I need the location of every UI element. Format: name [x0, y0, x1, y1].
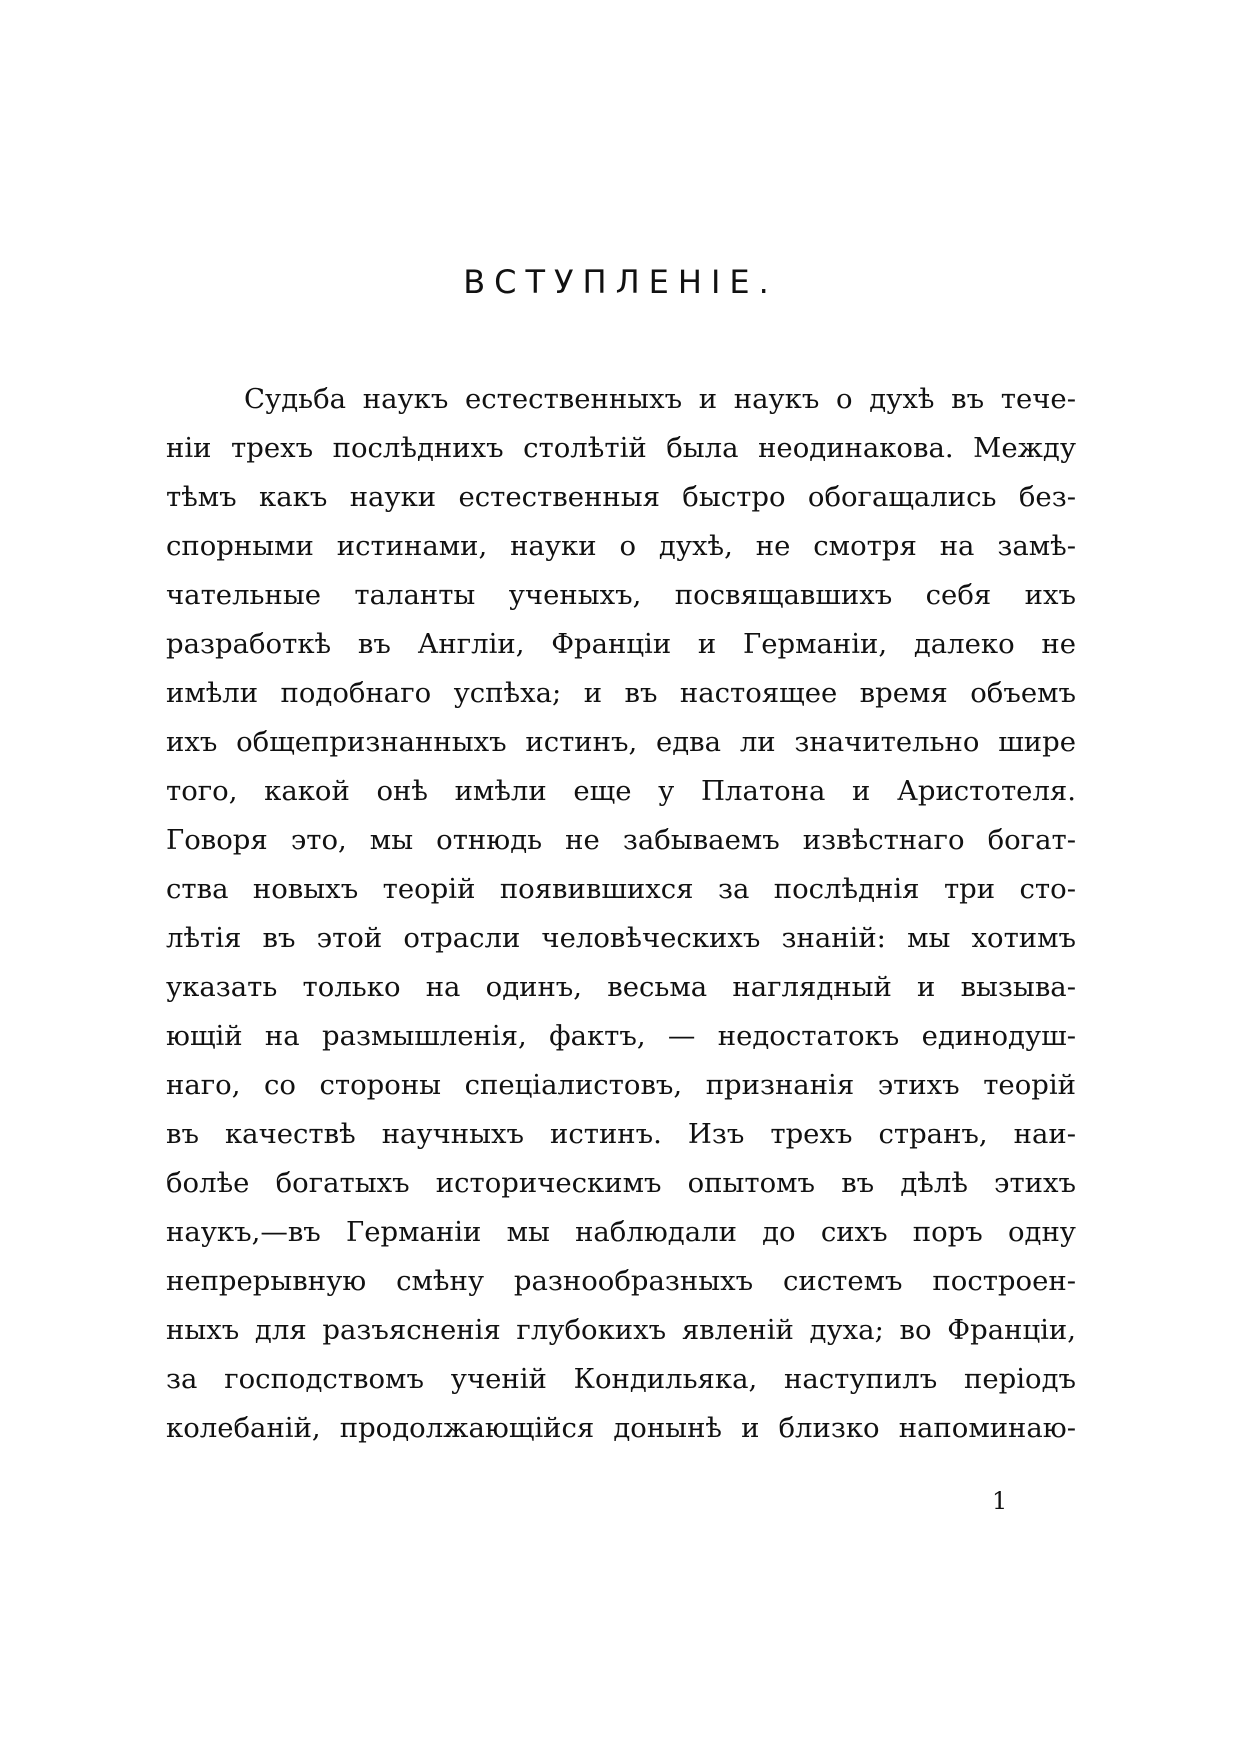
- text-line: за господствомъ ученій Кондильяка, наступилъ періодъ: [166, 1363, 1076, 1395]
- text-line: ихъ общепризнанныхъ истинъ, едва ли значительно шире: [166, 726, 1076, 758]
- text-line: ніи трехъ послѣднихъ столѣтій была неодинакова. Между: [166, 432, 1076, 464]
- text-line: ныхъ для разъясненія глубокихъ явленій духа; во Франціи,: [166, 1314, 1076, 1346]
- chapter-heading: ВСТУПЛЕНІЕ.: [463, 263, 778, 301]
- text-line: разработкѣ въ Англіи, Франціи и Германіи, далеко не: [166, 628, 1076, 660]
- text-line: ства новыхъ теорій появившихся за послѣднія три сто-: [166, 873, 1076, 905]
- text-line: колебаній, продолжающійся донынѣ и близко напоминаю-: [166, 1412, 1076, 1444]
- text-line: лѣтія въ этой отрасли человѣческихъ знаній: мы хотимъ: [166, 922, 1076, 954]
- text-line: имѣли подобнаго успѣха; и въ настоящее время объемъ: [166, 677, 1076, 709]
- text-line: Судьба наукъ естественныхъ и наукъ о духѣ въ тече-: [244, 383, 1076, 415]
- page-number: 1: [992, 1487, 1008, 1515]
- text-line: болѣе богатыхъ историческимъ опытомъ въ дѣлѣ этихъ: [166, 1167, 1076, 1199]
- text-line: Говоря это, мы отнюдь не забываемъ извѣстнаго богат-: [166, 824, 1076, 856]
- text-line: непрерывную смѣну разнообразныхъ системъ построен-: [166, 1265, 1076, 1297]
- text-line: ющій на размышленія, фактъ, — недостатокъ единодуш-: [166, 1020, 1076, 1052]
- text-line: наго, со стороны спеціалистовъ, признанія этихъ теорій: [166, 1069, 1076, 1101]
- text-line: наукъ,—въ Германіи мы наблюдали до сихъ поръ одну: [166, 1216, 1076, 1248]
- text-line: спорными истинами, науки о духѣ, не смотря на замѣ-: [166, 530, 1076, 562]
- text-line: тѣмъ какъ науки естественныя быстро обогащались без-: [166, 481, 1076, 513]
- text-line: указать только на одинъ, весьма наглядный и вызыва-: [166, 971, 1076, 1003]
- body-text: [166, 375, 1076, 1453]
- text-line: чательные таланты ученыхъ, посвящавшихъ себя ихъ: [166, 579, 1076, 611]
- text-line: того, какой онѣ имѣли еще у Платона и Аристотеля.: [166, 775, 1076, 807]
- text-line: въ качествѣ научныхъ истинъ. Изъ трехъ странъ, наи-: [166, 1118, 1076, 1150]
